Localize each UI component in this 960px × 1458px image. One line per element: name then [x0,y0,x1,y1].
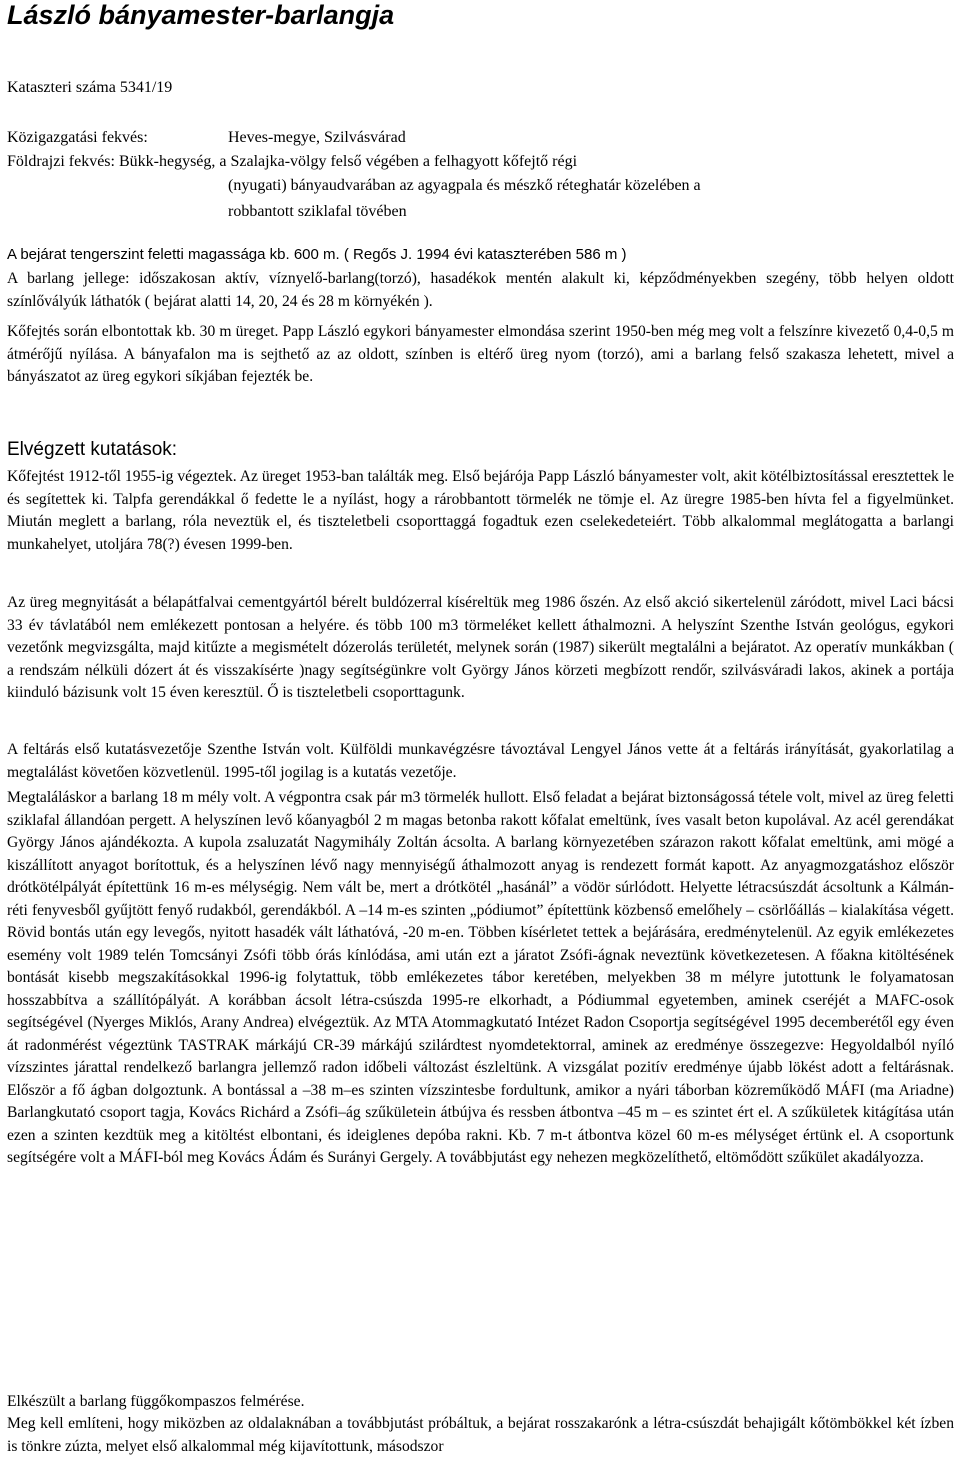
research-paragraph-4: Megtaláláskor a barlang 18 m mély volt. A végpontra csak pár m3 törmelék hullott. Első feladat a bejárat biztonságossá tétele volt, mivel az üreg feletti sziklafal állandóan pergett. A helyszínen levő kőanyagból 2 m magas betonba rakott kőfalat emeltünk, íves vasalt beton kupolával. Az acél gerendákat György János ajándékozta. A kupola zsaluzatát Nagymihály Zoltán ácsolta. A barlang környezetében szárazon rakott kőfalat emeltünk, ami mögé a kiszállított anyagot borítottuk, és a helyszínen lévő nagy mennyiségű áthalmozott anyag is rendezett formát kapott. Az anyagmozgatáshoz először drótkötélpályát építettünk 16 m-es mélységig. Nem vált be, mert a drótkötél „hasánál” a vödör súrlódott. Helyette létracsúszdát ácsoltunk a Kálmán-réti fenyvesből gyűjtött fenyő rudakból, gerendákból. A –14 m-es szinten „pódiumot” építettünk közbenső emelőhely – csörlőállás – kialakítása végett. Rövid bontás után egy levegős, nyitott hasadék vált láthatóvá, -20 m-en. Többen kísérletet tettek a bejárására, eredménytelenül. Az egyik emlékezetes esemény volt 1989 telén Tomcsányi Zsófi több órás kínlódása, ami után ezt a járatot Zsófi-ágnak neveztünk következetesen. A főakna kitöltésének bontását kisebb megszakításokkal 1996-ig folytattuk, több emlékezetes tábor keretében, melyekben 38 m mélyre jutottunk le folyamatosan hosszabbítva a szállítópályát. A korábban ácsolt létra-csúszda 1995-re elkorhadt, a Pódiummal egyetemben, aminek cseréjét a MAFC-osok segítségével (Nyerges Miklós, Arany Andrea) elvégeztük. Az MTA Atommagkutató Intézet Radon Csoportja segítségével 1995 decemberétől egy éven át radonmérést végeztünk TASTRAK márkájú CR-39 márkájú szilárdtest nyomdetektorral, aminek az eredménye összegezve: Hegyoldalból nyíló vízszintes járattal rendelkező barlangra jellemző radon időbeli változást észleltünk. A vizsgálat pozitív eredménye újabb lökést adott a feltárásnak. Először a fő ágban dolgoztunk. A bontással a –38 m–es szinten vízszintesbe fordultunk, amikor a nyári táborban közreműködő MÁFI (ma Ariadne) Barlangkutató csoport tagja, Kovács Richárd a Zsófi–ág szűkületein átbújva és ressben átbontva –45 m – es szintet ért el. A szűkületek kitágítása után ezen a szinten kezdtük meg a kitöltést elbontani, és ideiglenes depóba rakni. Kb. 7 m-t átbontva közel 60 m-es mélységet értünk el. A csoportunk segítségére volt a MÁFI-ból meg Kovács Ádám és Surányi Gergely. A továbbjutást egy nehezen megközelíthető, eltömődött szűkület akadályozza. [7,789,954,1166]
admin-location-value: Heves-megye, Szilvásvárad [228,129,406,146]
page-title: László bányamester-barlangja [7,0,395,30]
geo-location-line-1: Földrajzi fekvés: Bükk-hegység, a Szalajka-völgy felső végében a felhagyott kőfejtő régi [7,153,578,170]
admin-location-label: Közigazgatási fekvés: [7,129,148,146]
research-paragraph-1: Kőfejtést 1912-től 1955-ig végeztek. Az üreget 1953-ban találták meg. Első bejárója Papp László bányamester volt, akit kötélbiztosítással eresztettek le és segítettek ki. Talpfa gerendákkal ő fedette le a nyílást, hogy a rárobbantott törmelék ne tömje el. Az üregre 1985-ben hívta fel a figyelmünket. Miután meglett a barlang, róla neveztük el, és tiszteletbeli csoporttaggá fogadtuk ezen cselekedeteiért. Több alkalommal meglátogatta a barlangi munkahelyet, utoljára 78(?) évesen 1999-ben. [7,468,954,553]
quarrying-paragraph: Kőfejtés során elbontottak kb. 30 m üreget. Papp László egykori bányamester elmondása szerint 1950-ben még meg volt a felszínre kivezető 0,4-0,5 m átmérőjű nyílása. A bányafalon ma is sejthető az az oldott, színben is eltérő üreg nyom (torzó), ami a barlang felső szakasza lehetett, mivel a bányászatot az üreg egykori síkjában fejezték be. [7,323,954,385]
research-paragraph-3: A feltárás első kutatásvezetője Szenthe István volt. Külföldi munkavégzésre távoztával Lengyel János vette át a feltárás irányítását, gyakorlatilag a megtalálást követően közvetlenül. 1995-től jogilag is a kutatás vezetője. [7,741,954,781]
cave-character-paragraph: A barlang jellege: időszakosan aktív, víznyelő-barlang(torzó), hasadékok mentén alakult ki, képződményekben szegény, több helyen oldott színlővályúk láthatók ( bejárat alatti 14, 20, 24 és 28 m környékén ). [7,270,954,310]
cadastral-number: Kataszteri száma 5341/19 [7,79,173,96]
research-paragraph-6: Meg kell említeni, hogy miközben az oldalaknában a továbbjutást próbáltuk, a bejárat rosszakarónk a létra-csúszdát behajigált kőtömbökkel két ízben is tönkre zúzta, melyet első alkalommal még kijavítottunk, másodszor [7,1415,954,1455]
entrance-elevation: A bejárat tengerszint feletti magassága kb. 600 m. ( Regős J. 1994 évi kataszterében 586 m ) [7,246,627,263]
geo-location-line-2: (nyugati) bányaudvarában az agyagpala és mészkő réteghatár közelében a [228,177,701,194]
research-paragraph-2: Az üreg megnyitását a bélapátfalvai cementgyártól bérelt buldózerral kíséreltük meg 1986 őszén. Az első akció sikertelenül záródott, mivel Laci bácsi 33 év távlatából nem emlékezett pontosan a helyére. és több 100 m3 törmeléket kellett áthalmozni. A helyszínt Szenthe István geológus, egykori vezetőnk megvizsgálta, majd kitűzte a megismételt dózerolás területét, melynek során (1987) sikerült megtalálni a bejáratot. Az operatív munkákban ( a rendszám nélküli dózert át és visszakísérte )nagy segítségünkre volt György János körzeti megbízott rendőr, szilvásváradi lakos, akinek a portája kiinduló bázisunk volt 15 éven keresztül. Ő is tiszteletbeli csoporttagunk. [7,594,954,701]
research-heading: Elvégzett kutatások: [7,439,178,460]
research-paragraph-5: Elkészült a barlang függőkompaszos felmérése. [7,1393,305,1410]
geo-location-line-3: robbantott sziklafal tövében [228,203,407,220]
